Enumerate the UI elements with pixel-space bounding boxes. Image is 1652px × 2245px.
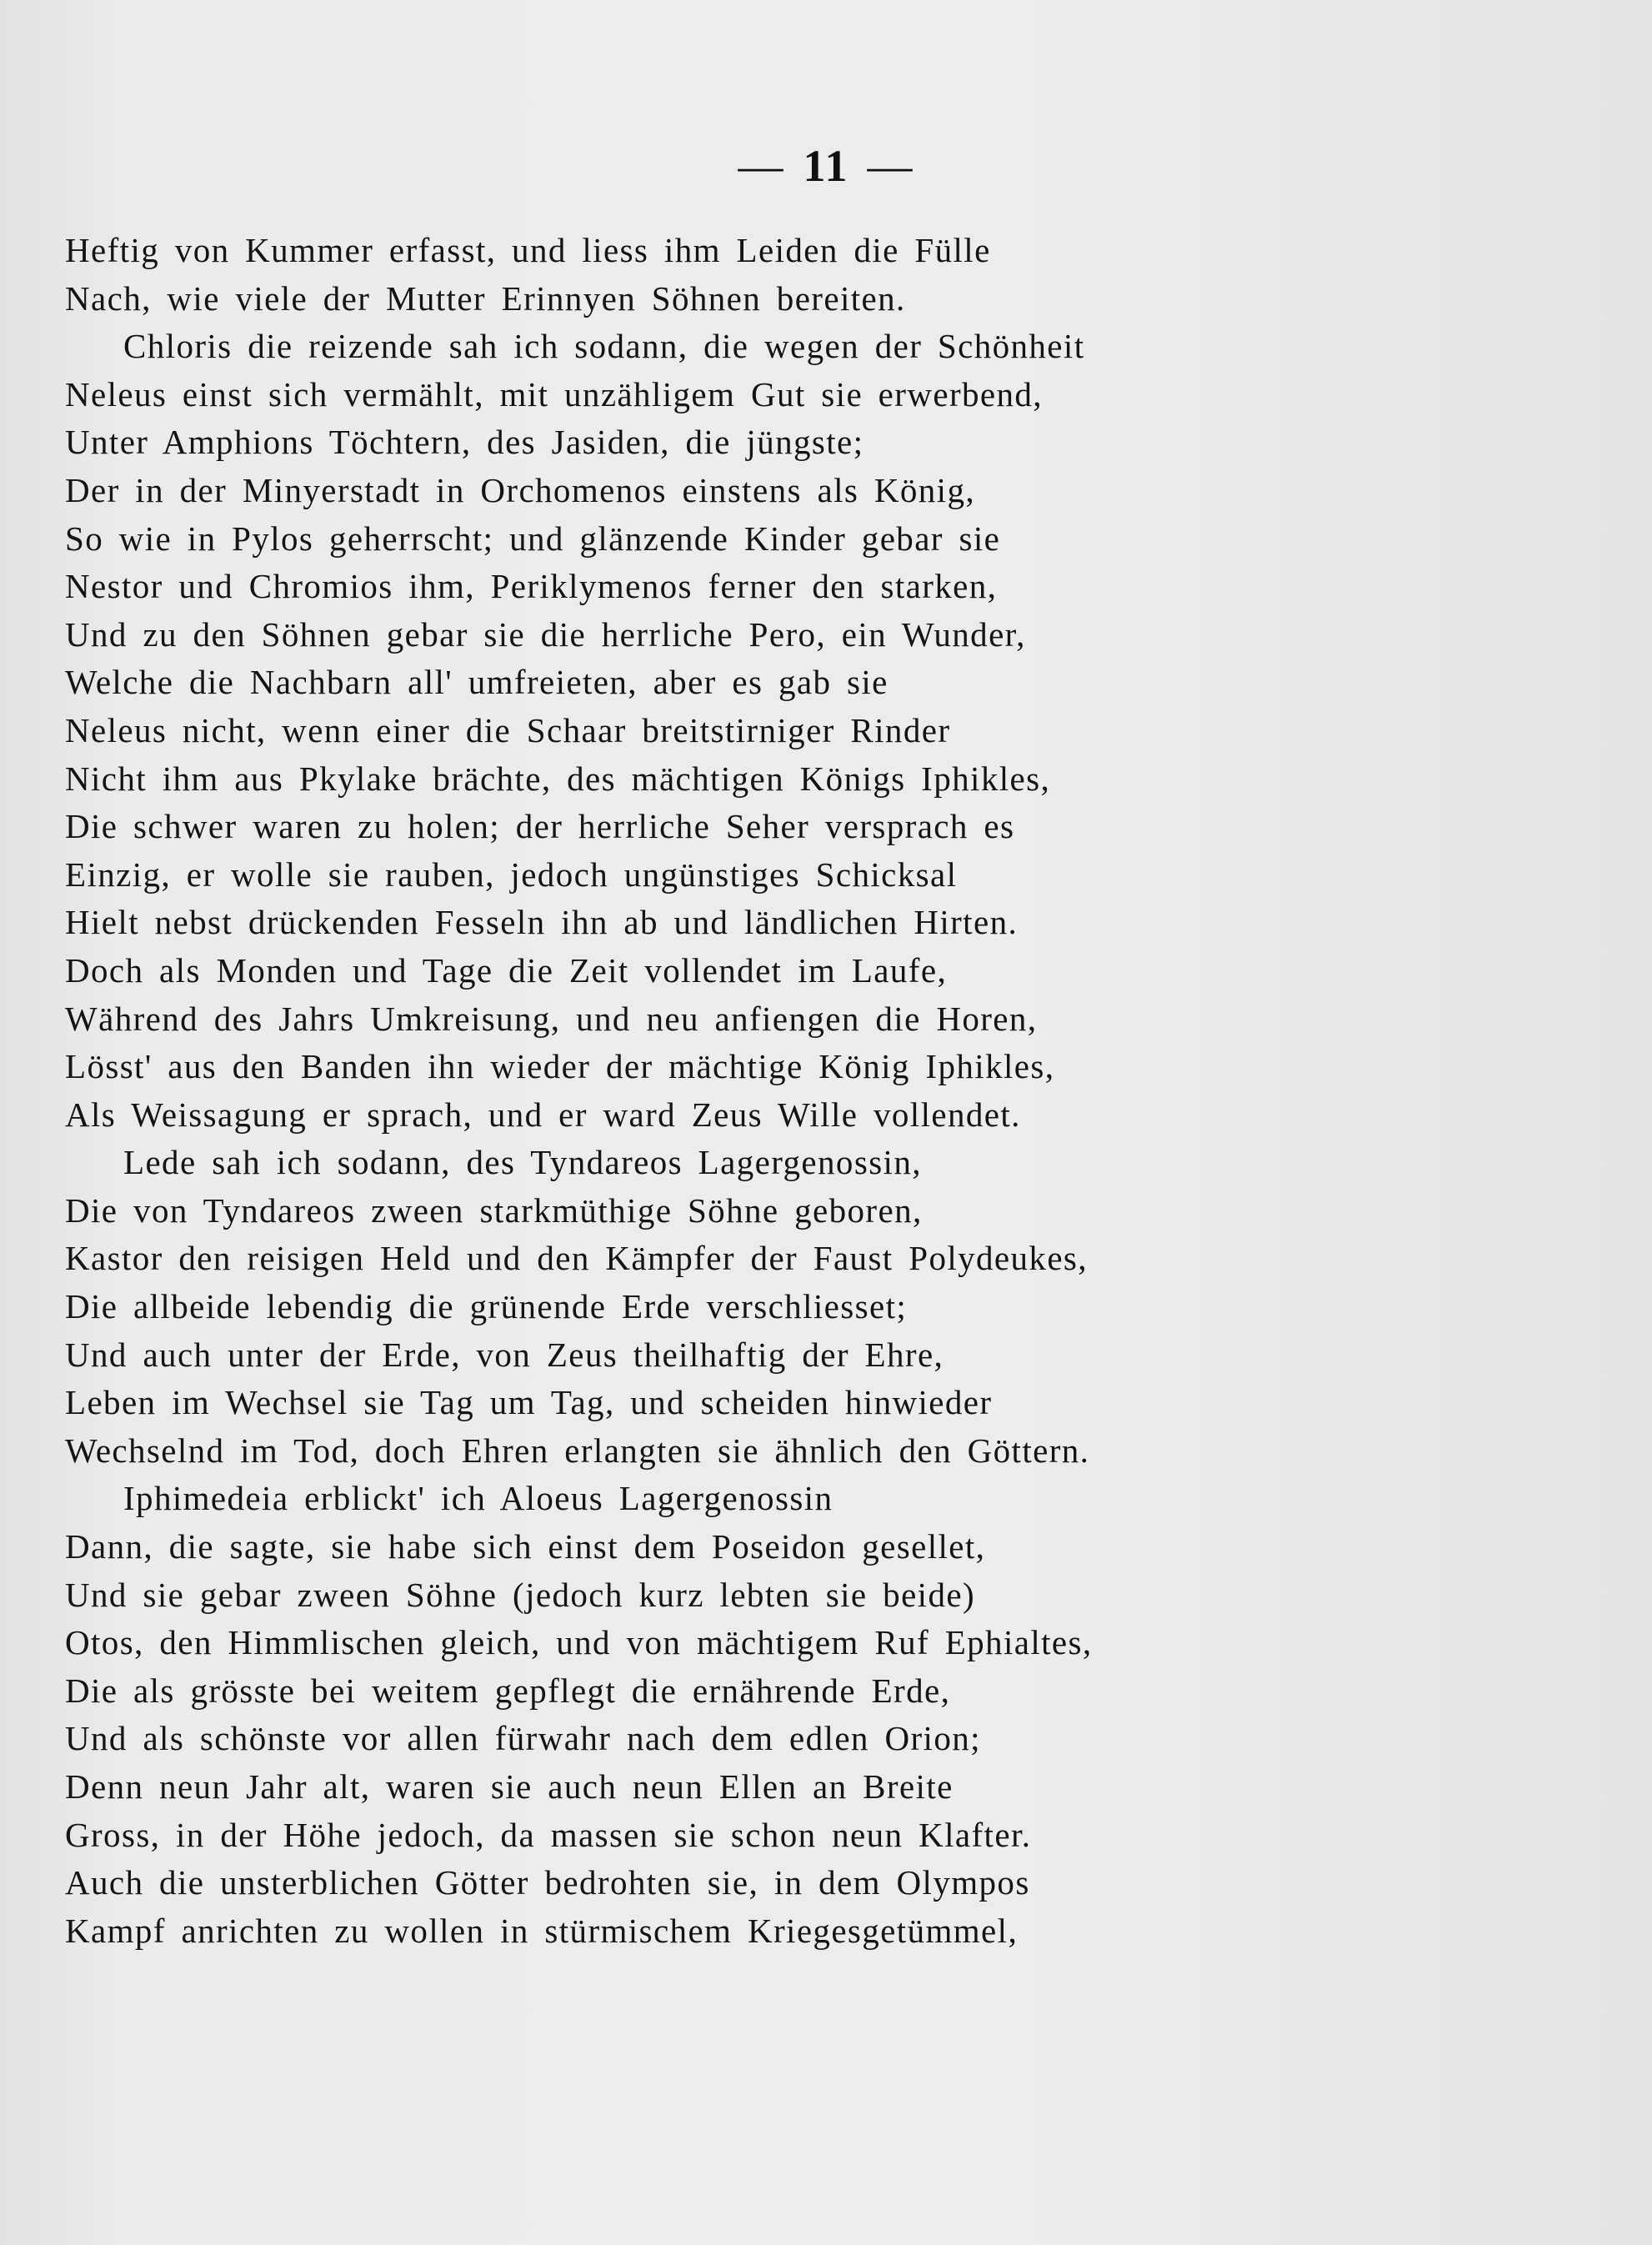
verse-line: Neleus einst sich vermählt, mit unzähligem Gut sie erwerbend, xyxy=(65,374,1043,413)
verse-line: Als Weissagung er sprach, und er ward Zeus Wille vollendet. xyxy=(65,1095,1021,1134)
verse-line: Und zu den Söhnen gebar sie die herrliche Pero, ein Wunder, xyxy=(65,614,1026,654)
page-number xyxy=(0,140,1652,192)
verse-line: So wie in Pylos geherrscht; und glänzende Kinder gebar sie xyxy=(65,519,1001,558)
verse-line: Iphimedeia erblickt' ich Aloeus Lagergenossin xyxy=(123,1479,834,1518)
verse-line: Einzig, er wolle sie rauben, jedoch ungünstiges Schicksal xyxy=(65,854,958,894)
verse-line: Und als schönste vor allen fürwahr nach dem edlen Orion; xyxy=(65,1719,981,1758)
verse-line: Auch die unsterblichen Götter bedrohten sie, in dem Olympos xyxy=(65,1863,1030,1902)
verse-line: Hielt nebst drückenden Fesseln ihn ab und ländlichen Hirten. xyxy=(65,903,1019,942)
verse-line: Heftig von Kummer erfasst, und liess ihm Leiden die Fülle xyxy=(65,231,991,269)
verse-line: Otos, den Himmlischen gleich, und von mächtigem Ruf Ephialtes, xyxy=(65,1623,1093,1662)
verse-line: Leben im Wechsel sie Tag um Tag, und scheiden hinwieder xyxy=(65,1383,993,1422)
verse-line: Welche die Nachbarn all' umfreieten, aber es gab sie xyxy=(65,663,889,702)
verse-line: Unter Amphions Töchtern, des Jasiden, die jüngste; xyxy=(65,423,864,462)
verse-line: Und sie gebar zween Söhne (jedoch kurz lebten sie beide) xyxy=(65,1575,976,1614)
verse-line: Lede sah ich sodann, des Tyndareos Lagergenossin, xyxy=(123,1143,922,1182)
verse-line: Und auch unter der Erde, von Zeus theilhaftig der Ehre, xyxy=(65,1335,944,1374)
verse-line: Lösst' aus den Banden ihn wieder der mächtige König Iphikles, xyxy=(65,1047,1055,1086)
verse-line: Chloris die reizende sah ich sodann, die wegen der Schönheit xyxy=(123,327,1085,366)
verse-line: Gross, in der Höhe jedoch, da massen sie schon neun Klafter. xyxy=(65,1815,1032,1854)
verse-text xyxy=(65,227,1315,1955)
verse-line: Neleus nicht, wenn einer die Schaar breitstirniger Rinder xyxy=(65,710,951,749)
verse-line: Dann, die sagte, sie habe sich einst dem Poseidon gesellet, xyxy=(65,1527,986,1566)
verse-line: Denn neun Jahr alt, waren sie auch neun Ellen an Breite xyxy=(65,1767,954,1806)
verse-line: Nach, wie viele der Mutter Erinnyen Söhnen bereiten. xyxy=(65,278,906,318)
verse-line: Während des Jahrs Umkreisung, und neu anfiengen die Horen, xyxy=(65,999,1038,1038)
verse-line: Die als grösste bei weitem gepflegt die ernährende Erde, xyxy=(65,1671,951,1710)
verse-line: Wechselnd im Tod, doch Ehren erlangten sie ähnlich den Göttern. xyxy=(65,1431,1090,1470)
page-number-value: 11 xyxy=(803,141,849,191)
verse-line: Der in der Minyerstadt in Orchomenos einstens als König, xyxy=(65,470,976,509)
verse-line: Kampf anrichten zu wollen in stürmischem Kriegesgetümmel, xyxy=(65,1911,1019,1950)
page-number-dash-left: — xyxy=(738,141,785,191)
verse-line: Die schwer waren zu holen; der herrliche Seher versprach es xyxy=(65,807,1015,846)
verse-line: Kastor den reisigen Held und den Kämpfer der Faust Polydeukes, xyxy=(65,1239,1088,1278)
page-number-dash-right: — xyxy=(867,141,914,191)
verse-line: Die von Tyndareos zween starkmüthige Söhne geboren, xyxy=(65,1190,923,1230)
verse-line: Nicht ihm aus Pkylake brächte, des mächtigen Königs Iphikles, xyxy=(65,759,1051,798)
verse-line: Die allbeide lebendig die grünende Erde verschliesset; xyxy=(65,1287,908,1326)
verse-line: Nestor und Chromios ihm, Periklymenos ferner den starken, xyxy=(65,567,998,606)
verse-line: Doch als Monden und Tage die Zeit vollendet im Laufe, xyxy=(65,950,948,990)
